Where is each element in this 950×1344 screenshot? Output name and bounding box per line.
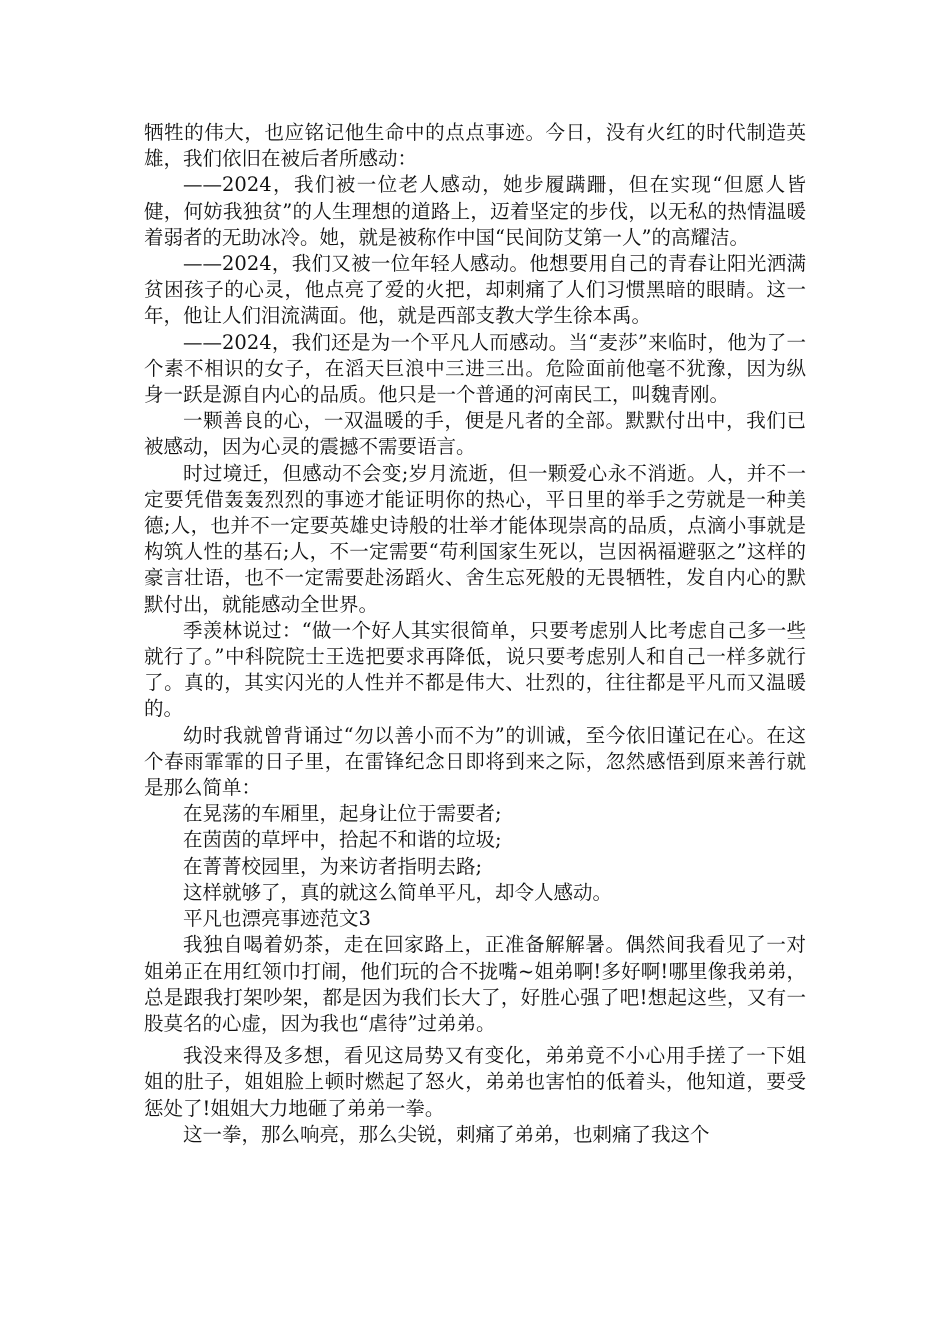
paragraph-6: 时过境迁，但感动不会变;岁月流逝，但一颗爱心永不消逝。人，并不一定要凭借轰轰烈烈的事迹才能证明你的热心，平日里的举手之劳就是一种美德;人，也并不一定要英雄史诗般的壮举才能体现崇高的品质，点滴小事就是构筑人性的基石;人，不一定需要“苟利国家生死以，岂因祸福避驱之”这样的豪言壮语，也不一定需要赴汤蹈火、舍生忘死般的无畏牺牲，发自内心的默默付出，就能感动全世界。 bbox=[144, 461, 806, 616]
list-line-3: 在菁菁校园里，为来访者指明去路; bbox=[183, 854, 483, 878]
paragraph-5: 一颗善良的心，一双温暖的手，便是凡者的全部。默默付出中，我们已被感动，因为心灵的震撼不需要语言。 bbox=[144, 409, 806, 459]
paragraph-9: 这样就够了，真的就这么简单平凡，却令人感动。 bbox=[183, 880, 613, 904]
paragraph-8: 幼时我就曾背诵过“勿以善小而不为”的训诫，至今依旧谨记在心。在这个春雨霏霏的日子里，在雷锋纪念日即将到来之际，忽然感悟到原来善行就是那么简单： bbox=[144, 723, 806, 800]
paragraph-3: ——2024，我们又被一位年轻人感动。他想要用自己的青春让阳光洒满贫困孩子的心灵，他点亮了爱的火把，却刺痛了人们习惯黑暗的眼睛。这一年，他让人们泪流满面。他，就是西部支教大学生徐本禹。 bbox=[144, 252, 806, 328]
paragraph-7: 季羡林说过：“做一个好人其实很简单，只要考虑别人比考虑自己多一些就行了。”中科院院士王选把要求再降低，说只要考虑别人和自己一样多就行了。真的，其实闪光的人性并不都是伟大、壮烈的，往往都是平凡而又温暖的。 bbox=[144, 618, 806, 721]
paragraph-12: 这一拳，那么响亮，那么尖锐，刺痛了弟弟，也刺痛了我这个 bbox=[183, 1122, 710, 1146]
paragraph-11: 我没来得及多想，看见这局势又有变化，弟弟竟不小心用手搓了一下姐姐的肚子，姐姐脸上顿时燃起了怒火，弟弟也害怕的低着头，他知道，要受惩处了!姐姐大力地砸了弟弟一拳。 bbox=[144, 1044, 806, 1120]
section-title: 平凡也漂亮事迹范文3 bbox=[183, 907, 371, 931]
paragraph-4: ——2024，我们还是为一个平凡人而感动。当“麦莎”来临时，他为了一个素不相识的女子，在滔天巨浪中三进三出。危险面前他毫不犹豫，因为纵身一跃是源自内心的品质。他只是一个普通的河南民工，叫魏青刚。 bbox=[144, 330, 806, 407]
list-line-1: 在晃荡的车厢里，起身让位于需要者; bbox=[183, 802, 502, 826]
document-body bbox=[144, 120, 806, 1148]
paragraph-2: ——2024，我们被一位老人感动，她步履蹒跚，但在实现“但愿人皆健，何妨我独贫”的人生理想的道路上，迈着坚定的步伐，以无私的热情温暖着弱者的无助冰冷。她，就是被称作中国“民间防艾第一人”的高耀洁。 bbox=[144, 173, 806, 249]
list-line-2: 在茵茵的草坪中，拾起不和谐的垃圾; bbox=[183, 828, 502, 852]
paragraph-1: 牺牲的伟大，也应铭记他生命中的点点事迹。今日，没有火红的时代制造英雄，我们依旧在被后者所感动： bbox=[144, 121, 806, 171]
paragraph-10: 我独自喝着奶茶，走在回家路上，正准备解解暑。偶然间我看见了一对姐弟正在用红领巾打闹，他们玩的合不拢嘴~姐弟啊!多好啊!哪里像我弟弟，总是跟我打架吵架，都是因为我们长大了，好胜心强了吧!想起这些，又有一股莫名的心虚，因为我也“虐待”过弟弟。 bbox=[144, 933, 806, 1035]
